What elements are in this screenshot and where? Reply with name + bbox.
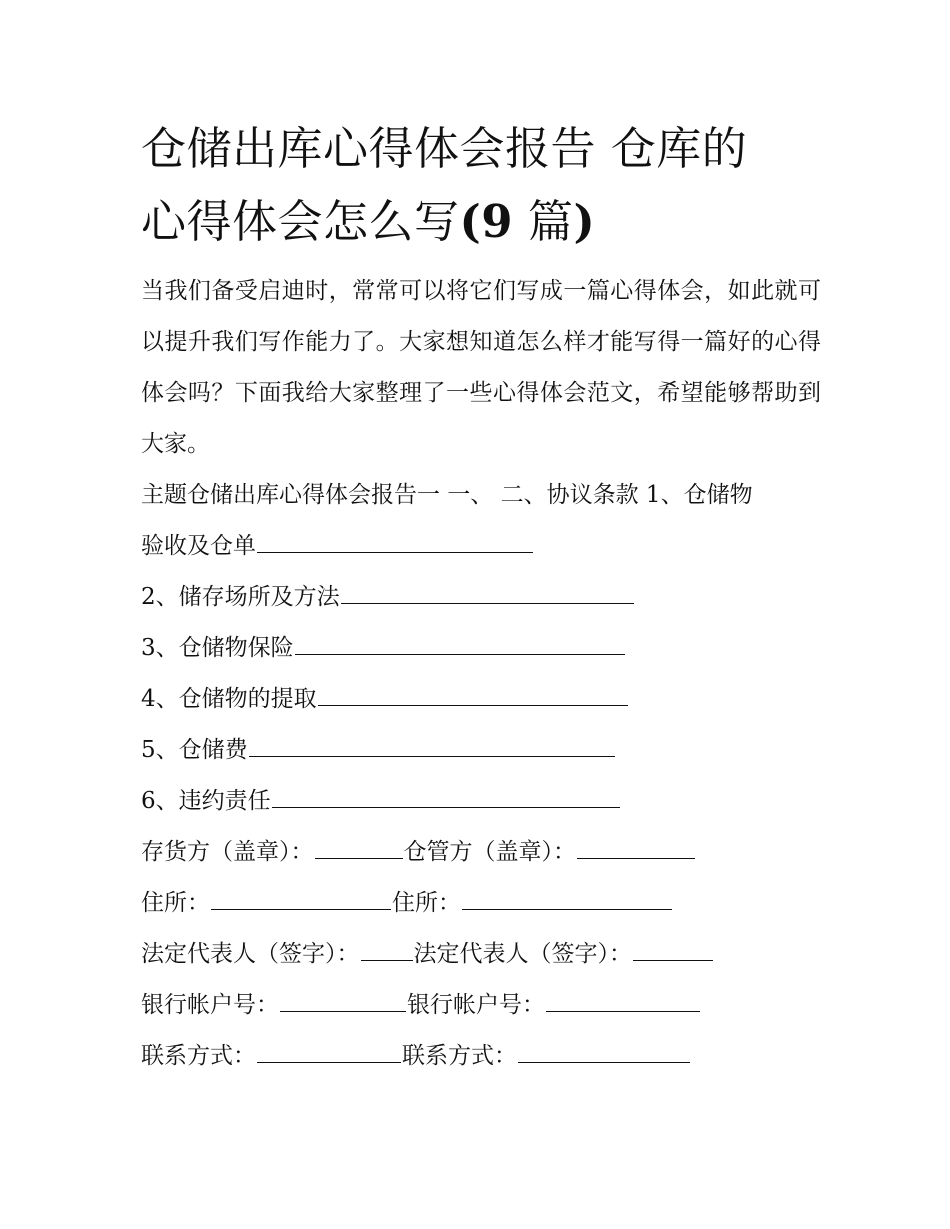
clause-item-3-label: 3、仓储物保险	[141, 635, 294, 661]
bank-account-label-2: 银行帐户号：	[407, 992, 545, 1018]
address-label-1: 住所：	[141, 890, 210, 916]
depositor-label: 存货方（盖章）：	[141, 839, 314, 865]
blank-line	[518, 1038, 690, 1063]
blank-line	[361, 936, 413, 961]
intro-paragraph: 当我们备受启迪时，常常可以将它们写成一篇心得体会，如此就可以提升我们写作能力了。大家想知道怎么样才能写得一篇好的心得体会吗？下面我给大家整理了一些心得体会范文，希望能够帮助到大家。	[141, 278, 821, 457]
blank-line	[546, 987, 700, 1012]
clause-item-1-label: 验收及仓单	[141, 533, 256, 559]
topic-line: 主题仓储出库心得体会报告一 一、 二、协议条款 1、仓储物	[141, 482, 753, 508]
title-line-2a: 心得体会怎么写	[141, 195, 460, 248]
blank-line	[315, 834, 403, 859]
clause-item-5-label: 5、仓储费	[141, 737, 248, 763]
contact-row	[141, 1031, 821, 1082]
blank-line	[633, 936, 713, 961]
document-page	[141, 112, 821, 1082]
address-row	[141, 878, 821, 929]
signature-seal-row	[141, 827, 821, 878]
blank-line	[341, 579, 634, 604]
blank-line	[257, 1038, 401, 1063]
representative-label-2: 法定代表人（签字）：	[413, 941, 632, 967]
contact-label-2: 联系方式：	[402, 1043, 517, 1069]
blank-line	[295, 630, 625, 655]
clause-item-6	[141, 776, 821, 827]
blank-line	[577, 834, 695, 859]
clause-item-2	[141, 572, 821, 623]
blank-line	[462, 885, 672, 910]
document-title	[141, 112, 821, 258]
blank-line	[257, 528, 533, 553]
blank-line	[211, 885, 391, 910]
keeper-label: 仓管方（盖章）：	[403, 839, 576, 865]
title-line-2d: )	[573, 195, 596, 248]
title-line-2b: (9	[459, 195, 514, 248]
title-line-1: 仓储出库心得体会报告 仓库的	[141, 122, 748, 175]
bank-account-label-1: 银行帐户号：	[141, 992, 279, 1018]
clause-item-6-label: 6、违约责任	[141, 788, 271, 814]
representative-row	[141, 929, 821, 980]
bank-account-row	[141, 980, 821, 1031]
clause-item-4	[141, 674, 821, 725]
blank-line	[280, 987, 406, 1012]
title-line-2c: 篇	[527, 195, 574, 248]
clause-item-5	[141, 725, 821, 776]
clause-item-4-label: 4、仓储物的提取	[141, 686, 317, 712]
blank-line	[249, 732, 615, 757]
clause-item-3	[141, 623, 821, 674]
representative-label-1: 法定代表人（签字）：	[141, 941, 360, 967]
blank-line	[272, 783, 620, 808]
address-label-2: 住所：	[392, 890, 461, 916]
blank-line	[318, 681, 628, 706]
clause-item-2-label: 2、储存场所及方法	[141, 584, 340, 610]
contact-label-1: 联系方式：	[141, 1043, 256, 1069]
clause-item-1	[141, 521, 821, 572]
